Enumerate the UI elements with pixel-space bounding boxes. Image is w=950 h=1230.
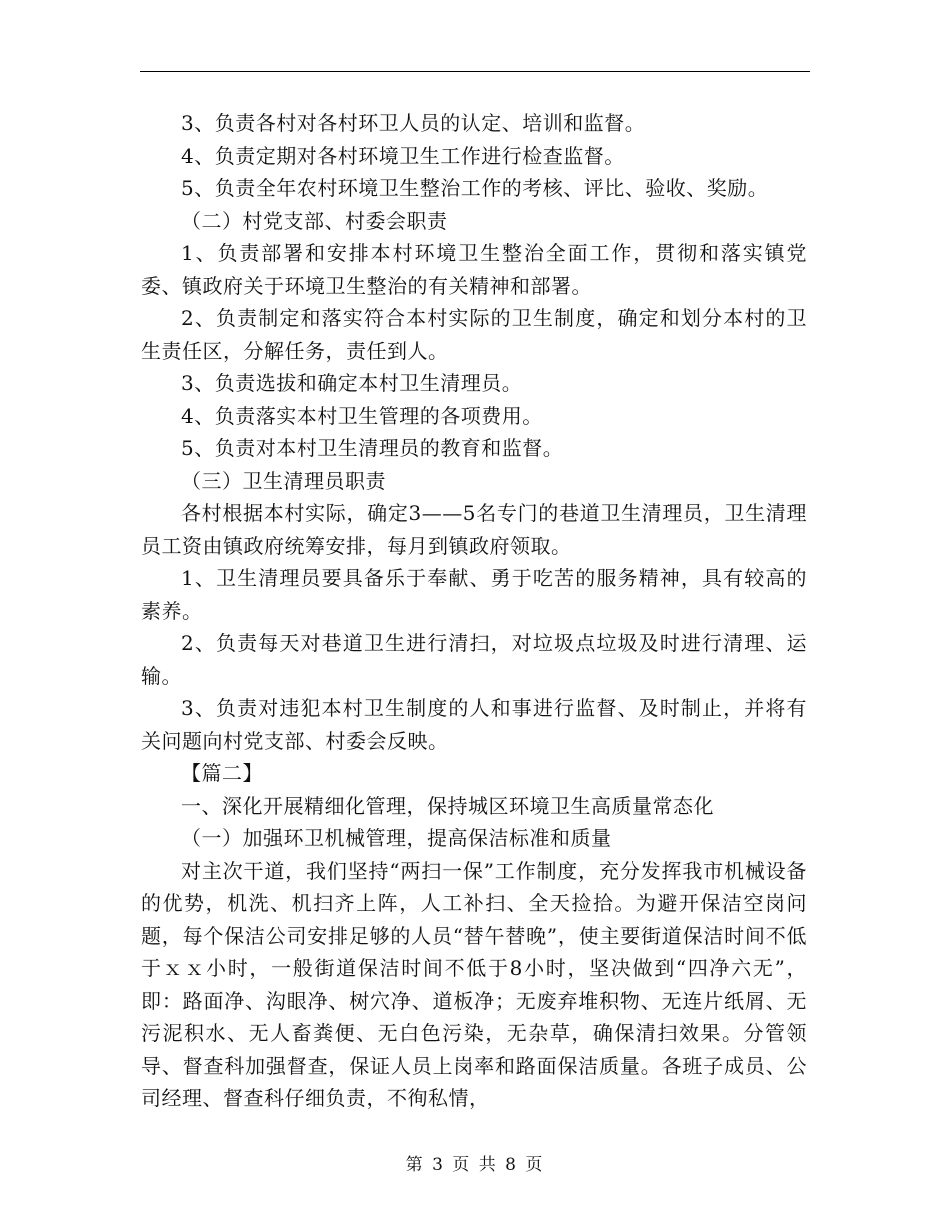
section-heading: 一、深化开展精细化管理，保持城区环境卫生高质量常态化: [181, 793, 714, 818]
paragraph: 1、卫生清理员要具备乐于奉献、勇于吃苦的服务精神，具有较高的素养。: [141, 566, 807, 623]
header-rule: [140, 71, 810, 72]
paragraph: 5、负责全年农村环境卫生整治工作的考核、评比、验收、奖励。: [181, 176, 769, 200]
paragraph: 2、负责每天对巷道卫生进行清扫，对垃圾点垃圾及时进行清理、运输。: [141, 631, 807, 688]
part-heading: 【篇二】: [181, 761, 263, 785]
document-body: [141, 107, 807, 1115]
paragraph: 3、负责选拔和确定本村卫生清理员。: [181, 371, 523, 395]
paragraph: 4、负责定期对各村环境卫生工作进行检查监督。: [181, 143, 625, 168]
paragraph: 5、负责对本村卫生清理员的教育和监督。: [181, 436, 564, 460]
paragraph: 1、负责部署和安排本村环境卫生整治全面工作，贯彻和落实镇党委、镇政府关于环境卫生整治的有关精神和部署。: [141, 241, 807, 298]
paragraph: 4、负责落实本村卫生管理的各项费用。: [181, 403, 543, 428]
section-heading: （二）村党支部、村委会职责: [181, 208, 448, 233]
section-heading: （三）卫生清理员职责: [181, 468, 386, 493]
paragraph: 对主次干道，我们坚持“两扫一保”工作制度，充分发挥我市机械设备的优势，机洗、机扫齐上阵，人工补扫、全天捡拾。为避开保洁空岗问题，每个保洁公司安排足够的人员“替午替晚”，使主要街道保洁时间不低于ｘｘ小时，一般街道保洁时间不低于8小时，坚决做到“四净六无”，即：路面净、沟眼净、树穴净、道板净；无废弃堆积物、无连片纸屑、无污泥积水、无人畜粪便、无白色污染，无杂草，确保清扫效果。分管领导、督查科加强督查，保证人员上岗率和路面保洁质量。各班子成员、公司经理、督查科仔细负责，不徇私情，: [141, 858, 807, 1110]
paragraph: 3、负责各村对各村环卫人员的认定、培训和监督。: [181, 111, 646, 135]
paragraph: 2、负责制定和落实符合本村实际的卫生制度，确定和划分本村的卫生责任区，分解任务，责任到人。: [141, 306, 807, 363]
page-number-footer: 第 3 页 共 8 页: [405, 1155, 545, 1175]
paragraph: 3、负责对违犯本村卫生制度的人和事进行监督、及时制止，并将有关问题向村党支部、村委会反映。: [141, 696, 807, 753]
subsection-heading: （一）加强环卫机械管理，提高保洁标准和质量: [181, 826, 612, 850]
paragraph: 各村根据本村实际，确定3——5名专门的巷道卫生清理员，卫生清理员工资由镇政府统筹安排，每月到镇政府领取。: [141, 501, 807, 558]
